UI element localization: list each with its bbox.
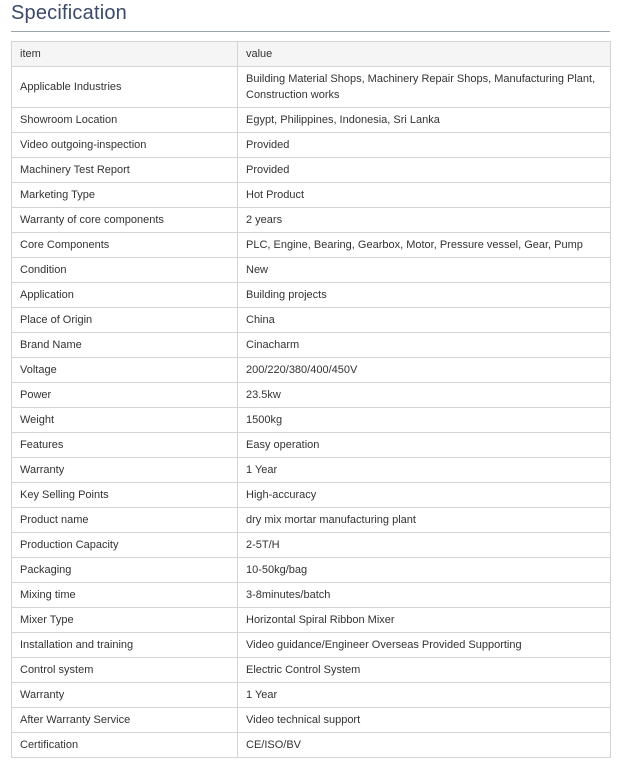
spec-value-cell: Provided [238,158,611,183]
spec-value-cell: Egypt, Philippines, Indonesia, Sri Lanka [238,108,611,133]
table-row [12,683,611,708]
spec-item-cell: Warranty [12,683,238,708]
spec-value-cell: 3-8minutes/batch [238,583,611,608]
spec-item-cell: Warranty [12,458,238,483]
spec-item-cell: Product name [12,508,238,533]
spec-value-cell: China [238,308,611,333]
spec-item-cell: Core Components [12,233,238,258]
spec-value-cell: 1 Year [238,458,611,483]
spec-item-cell: Warranty of core components [12,208,238,233]
spec-item-cell: Applicable Industries [12,67,238,108]
table-row [12,458,611,483]
page-title: Specification [11,2,127,24]
spec-item-cell: Production Capacity [12,533,238,558]
table-row [12,658,611,683]
table-row [12,408,611,433]
spec-value-cell: 23.5kw [238,383,611,408]
spec-value-cell: Building Material Shops, Machinery Repair Shops, Manufacturing Plant, Construction works [238,67,611,108]
spec-item-cell: Weight [12,408,238,433]
table-row [12,583,611,608]
table-row [12,258,611,283]
spec-item-cell: Application [12,283,238,308]
table-row [12,183,611,208]
spec-item-cell: Brand Name [12,333,238,358]
table-row [12,333,611,358]
spec-value-cell: High-accuracy [238,483,611,508]
table-header-row [12,42,611,67]
spec-value-cell: 2 years [238,208,611,233]
spec-value-cell: 2-5T/H [238,533,611,558]
table-row [12,558,611,583]
table-row [12,308,611,333]
spec-item-cell: Machinery Test Report [12,158,238,183]
table-row [12,608,611,633]
table-row [12,383,611,408]
spec-value-cell: New [238,258,611,283]
table-row [12,633,611,658]
table-row [12,283,611,308]
spec-value-cell: Provided [238,133,611,158]
spec-item-cell: Video outgoing-inspection [12,133,238,158]
spec-value-cell: Video guidance/Engineer Overseas Provided Supporting [238,633,611,658]
spec-value-cell: dry mix mortar manufacturing plant [238,508,611,533]
spec-item-cell: Marketing Type [12,183,238,208]
spec-value-cell: Easy operation [238,433,611,458]
spec-item-cell: Voltage [12,358,238,383]
spec-value-cell: 1 Year [238,683,611,708]
table-row [12,433,611,458]
spec-value-cell: Horizontal Spiral Ribbon Mixer [238,608,611,633]
spec-item-cell: After Warranty Service [12,708,238,733]
spec-item-cell: Power [12,383,238,408]
table-row [12,108,611,133]
specification-table-body [12,42,611,758]
specification-table [11,41,611,758]
table-row [12,508,611,533]
spec-item-cell: Features [12,433,238,458]
spec-value-cell: Cinacharm [238,333,611,358]
spec-item-cell: Showroom Location [12,108,238,133]
table-row [12,533,611,558]
spec-value-cell: CE/ISO/BV [238,733,611,758]
spec-item-cell: Mixing time [12,583,238,608]
spec-item-cell: Mixer Type [12,608,238,633]
table-row [12,67,611,108]
spec-value-cell: Hot Product [238,183,611,208]
spec-value-cell: Building projects [238,283,611,308]
table-row [12,733,611,758]
table-row [12,158,611,183]
table-row [12,233,611,258]
spec-item-cell: Packaging [12,558,238,583]
table-row [12,208,611,233]
table-row [12,358,611,383]
spec-value-cell: 10-50kg/bag [238,558,611,583]
spec-item-cell: Installation and training [12,633,238,658]
spec-item-cell: Certification [12,733,238,758]
header-value: value [238,42,611,67]
table-row [12,133,611,158]
spec-value-cell: PLC, Engine, Bearing, Gearbox, Motor, Pressure vessel, Gear, Pump [238,233,611,258]
spec-item-cell: Control system [12,658,238,683]
spec-value-cell: 200/220/380/400/450V [238,358,611,383]
title-divider [11,31,610,32]
spec-value-cell: 1500kg [238,408,611,433]
spec-value-cell: Electric Control System [238,658,611,683]
header-item: item [12,42,238,67]
table-row [12,483,611,508]
spec-value-cell: Video technical support [238,708,611,733]
table-row [12,708,611,733]
spec-item-cell: Condition [12,258,238,283]
spec-item-cell: Place of Origin [12,308,238,333]
spec-item-cell: Key Selling Points [12,483,238,508]
